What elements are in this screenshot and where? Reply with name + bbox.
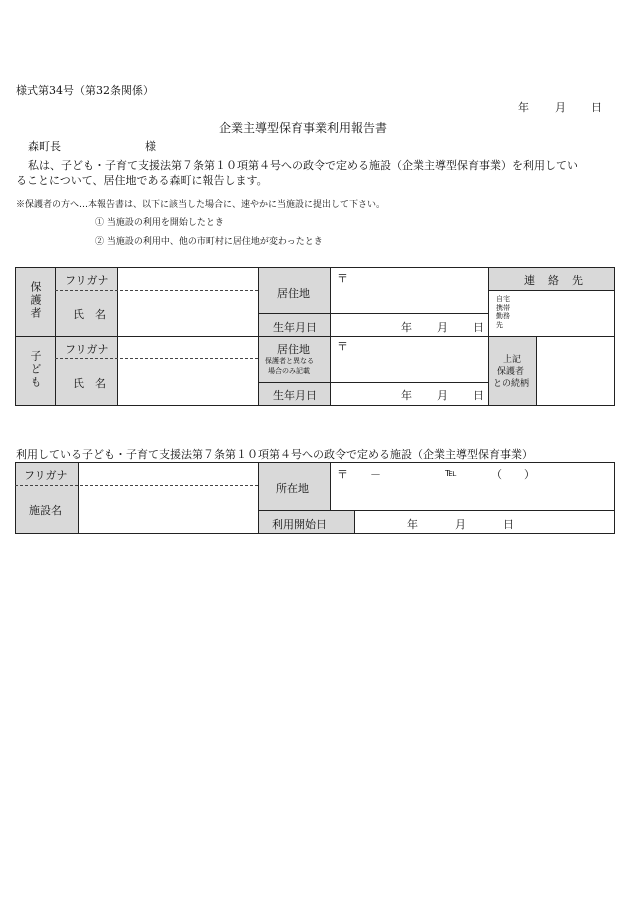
date-day-label: 日 [591,101,602,114]
line [15,485,258,486]
child-birth-day: 日 [473,389,484,402]
guardian-birth-day: 日 [473,321,484,334]
facility-tel-area: （ ） [491,468,535,481]
guardian-child-block [15,267,615,406]
start-date-field[interactable] [355,511,614,532]
child-birthdate-label: 生年月日 [273,389,317,402]
date-year-label: 年 [518,101,529,114]
child-birth-year: 年 [401,389,412,402]
contact-work-label: 勤務先 [496,312,510,329]
contact-header: 連 絡 先 [524,274,584,287]
start-day: 日 [503,518,514,531]
line [15,336,615,337]
guardian-residence-field[interactable] [331,268,487,312]
line [258,313,488,314]
relation-label-3: との続柄 [493,379,530,389]
facility-name-label: 施設名 [29,504,62,517]
facility-name-field[interactable] [79,487,257,532]
child-furigana-field[interactable] [118,337,257,357]
guardian-postal-mark: 〒 [337,272,348,285]
honorific: 様 [145,140,156,153]
child-residence-note-1: 保護者と異なる [265,357,314,365]
line [55,358,258,359]
note-item-1: ① 当施設の利用を開始したとき [95,218,224,228]
child-label: 子ども [29,350,42,389]
addressee: 森町長 [28,140,61,153]
form-number: 様式第34号（第32条関係） [16,84,154,97]
document-title: 企業主導型保育事業利用報告書 [219,121,388,135]
guardian-birth-year: 年 [401,321,412,334]
relation-label-1: 上記 [503,355,522,365]
child-name-label: 氏 名 [73,377,106,390]
child-postal-mark: 〒 [337,340,348,353]
statement-line-2: ることについて、居住地である森町に報告します。 [16,174,268,187]
guardian-birthdate-label: 生年月日 [273,321,317,334]
child-residence-label: 居住地 [277,343,310,356]
guardian-residence-label: 居住地 [277,287,310,300]
line [55,290,258,291]
guardian-furigana-label: フリガナ [65,274,109,287]
facility-furigana-field[interactable] [79,463,257,484]
child-residence-note-2: 場合のみ記載 [268,367,310,375]
child-name-field[interactable] [118,360,257,405]
start-date-label: 利用開始日 [272,518,327,531]
start-year: 年 [407,518,418,531]
relation-field[interactable] [537,337,614,405]
note-item-2: ② 当施設の利用中、他の市町村に居住地が変わったとき [95,237,323,247]
child-furigana-label: フリガナ [65,343,109,356]
note-intro: ※保護者の方へ…本報告書は、以下に該当した場合に、速やかに当施設に提出して下さい。 [16,200,386,210]
relation-label-2: 保護者 [497,367,525,377]
guardian-label: 保護者 [29,281,42,320]
guardian-name-label: 氏 名 [73,308,106,321]
contact-field[interactable] [489,291,614,335]
contact-home-label: 自宅 [496,295,510,303]
statement-line-1: 私は、子ども・子育て支援法第７条第１０項第４号への政令で定める施設（企業主導型保育事業）を利用してい [28,159,578,172]
line [258,462,259,534]
guardian-birth-month: 月 [437,321,448,334]
facility-furigana-label: フリガナ [24,469,68,482]
start-month: 月 [455,518,466,531]
facility-location-field[interactable] [331,463,614,509]
facility-tel: ℡ [445,466,457,479]
facility-location-label: 所在地 [276,482,309,495]
line [258,382,488,383]
child-birth-month: 月 [437,389,448,402]
contact-mobile-label: 携帯 [496,304,510,312]
guardian-name-field[interactable] [118,292,257,335]
facility-postal: 〒 － [337,468,381,481]
facility-section-heading: 利用している子ども・子育て支援法第７条第１０項第４号への政令で定める施設（企業主導型保育事業） [16,448,533,461]
guardian-furigana-field[interactable] [118,268,257,289]
facility-block [15,462,615,534]
date-month-label: 月 [555,101,566,114]
